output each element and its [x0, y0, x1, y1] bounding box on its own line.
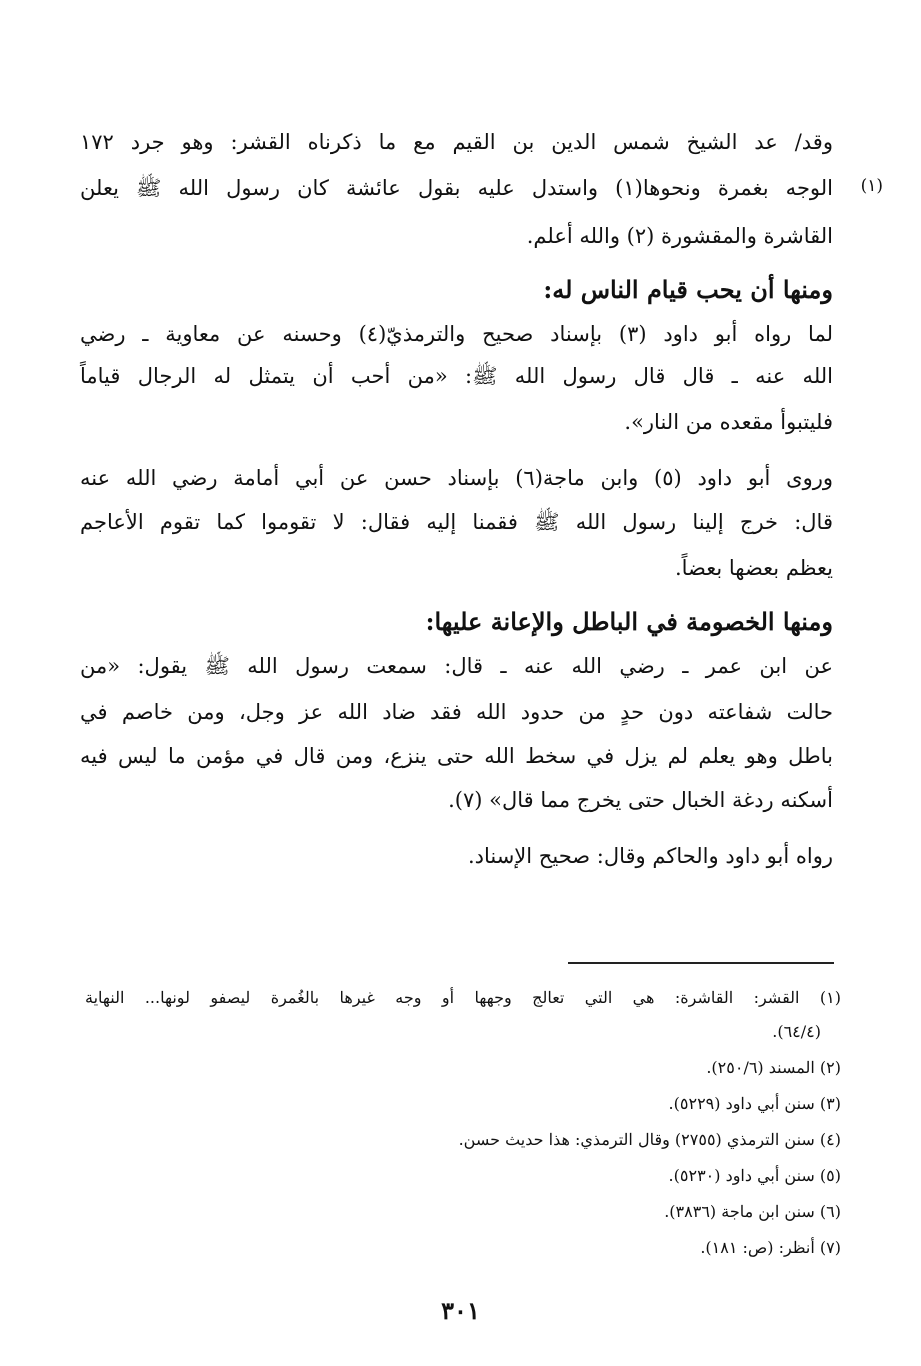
footnote-line: (٤) سنن الترمذي (٢٧٥٥) وقال الترمذي: هذا حديث حسن.	[458, 1130, 841, 1149]
footnote-separator	[568, 962, 834, 964]
text-line: فليتبوأ مقعده من النار».	[624, 410, 833, 434]
footnote-line: (٧) أنظر: (ص: ١٨١).	[700, 1238, 841, 1257]
section-heading: ومنها أن يحب قيام الناس له:	[543, 275, 833, 304]
footnote-line: (٦) سنن ابن ماجة (٣٨٣٦).	[664, 1202, 841, 1221]
footnote-line: (٢) المسند (٢٥٠/٦).	[706, 1058, 841, 1077]
text-line: باطل وهو يعلم لم يزل في سخط الله حتى ينزع، ومن قال في مؤمن ما ليس فيه	[80, 744, 833, 768]
text-line: عن ابن عمر ـ رضي الله عنه ـ قال: سمعت رسول الله ﷺ يقول: «من	[80, 654, 833, 678]
text-line: القاشرة والمقشورة (٢) والله أعلم.	[526, 224, 833, 248]
text-line: وقد/ عد الشيخ شمس الدين بن القيم مع ما ذكرناه القشر: وهو جرد ١٧٢	[80, 130, 833, 154]
text-line: يعظم بعضها بعضاً.	[674, 556, 833, 580]
section-heading: ومنها الخصومة في الباطل والإعانة عليها:	[425, 607, 833, 636]
text-line: لما رواه أبو داود (٣) بإسناد صحيح والترمذيّ(٤) وحسنه عن معاوية ـ رضي	[80, 322, 833, 346]
marginal-footnote-marker: (١)	[860, 176, 883, 196]
footnote-line: (١) القشر: القاشرة: هي التي تعالج وجهها أو وجه غيرها بالغُمرة ليصفو لونها... النهاية	[85, 988, 841, 1007]
footnote-line: (٥) سنن أبي داود (٥٢٣٠).	[668, 1166, 841, 1185]
text-line: الله عنه ـ قال قال رسول الله ﷺ: «من أحب أن يتمثل له الرجال قياماً	[80, 364, 833, 388]
footnote-line: (٦٤/٤).	[772, 1022, 821, 1041]
text-line: قال: خرج إلينا رسول الله ﷺ فقمنا إليه فقال: لا تقوموا كما تقوم الأعاجم	[80, 510, 833, 534]
text-line: رواه أبو داود والحاكم وقال: صحيح الإسناد.	[467, 844, 833, 868]
footnote-line: (٣) سنن أبي داود (٥٢٢٩).	[668, 1094, 841, 1113]
page-number: ٣٠١	[441, 1296, 480, 1325]
text-line: حالت شفاعته دون حدٍ من حدود الله فقد ضاد الله عز وجل، ومن خاصم في	[80, 700, 833, 724]
text-line: أسكنه ردغة الخبال حتى يخرج مما قال» (٧).	[448, 788, 833, 812]
text-line: وروى أبو داود (٥) وابن ماجة(٦) بإسناد حسن عن أبي أمامة رضي الله عنه	[80, 466, 833, 490]
text-line: الوجه بغمرة ونحوها(١) واستدل عليه بقول عائشة كان رسول الله ﷺ يعلن	[80, 176, 834, 200]
